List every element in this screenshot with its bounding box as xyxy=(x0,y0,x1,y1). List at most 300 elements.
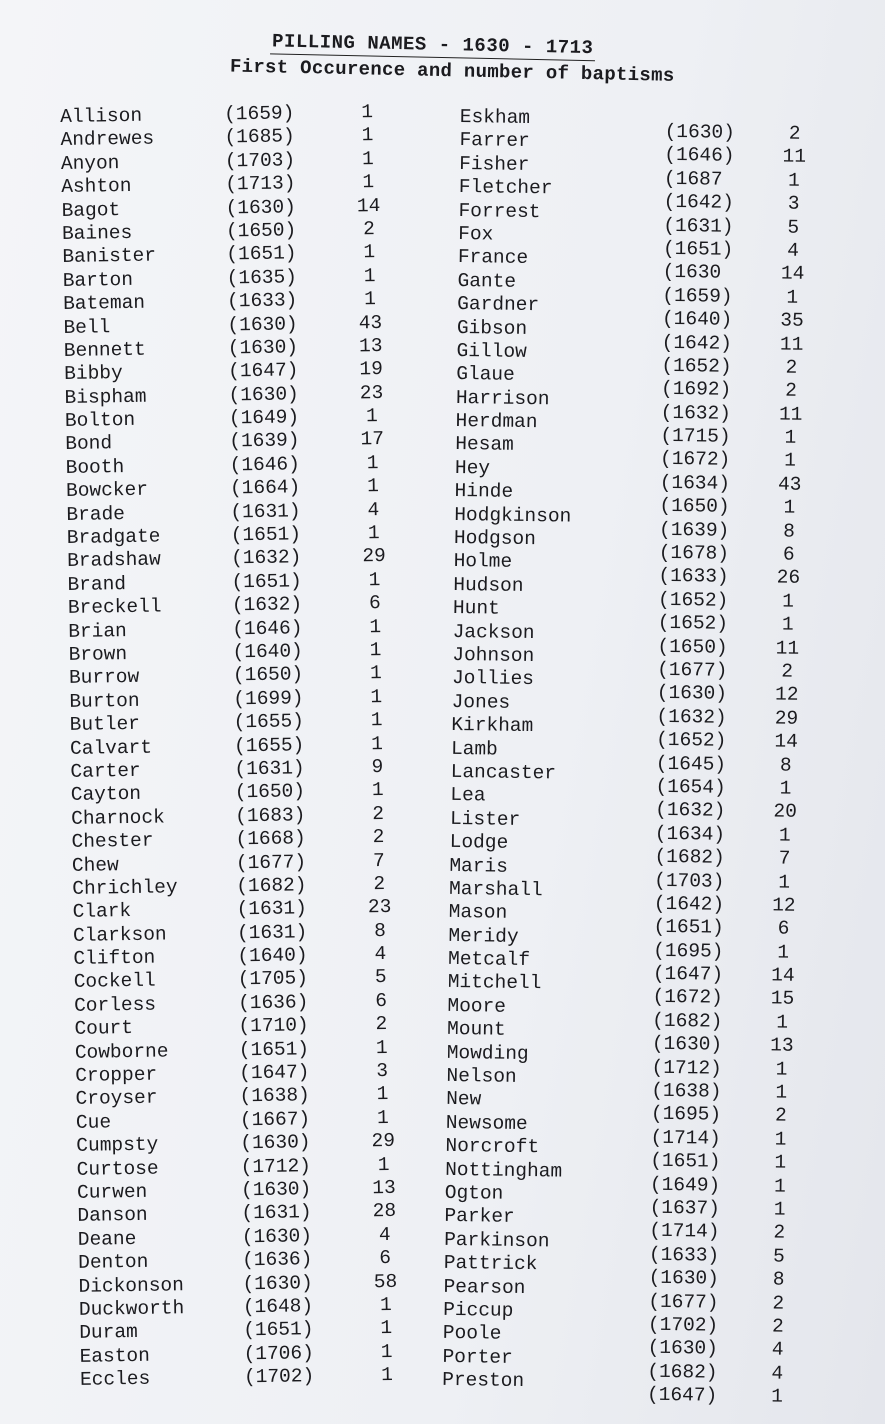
baptism-count: 29 xyxy=(774,707,799,730)
surname: Fletcher xyxy=(458,176,553,200)
first-occurrence-year: (1649) xyxy=(649,1173,721,1197)
surname: Charnock xyxy=(71,806,165,830)
first-occurrence-year: (1659) xyxy=(223,102,295,126)
surname: Cowborne xyxy=(74,1040,169,1064)
surname: Clifton xyxy=(73,946,156,970)
baptism-count: 1 xyxy=(782,590,795,613)
baptism-count: 1 xyxy=(776,1011,789,1034)
first-occurrence-year: (1651) xyxy=(650,1149,721,1173)
baptism-count: 8 xyxy=(779,754,792,777)
surname: Gardner xyxy=(457,293,540,317)
baptism-count: 1 xyxy=(779,777,792,800)
surname: Lea xyxy=(450,784,486,807)
baptism-count: 1 xyxy=(773,1175,786,1198)
baptism-count: 1 xyxy=(377,1153,390,1176)
first-occurrence-year: (1647) xyxy=(239,1061,310,1085)
surname: Calvart xyxy=(69,736,153,760)
baptism-count: 1 xyxy=(774,1151,787,1174)
first-occurrence-year: (1685) xyxy=(224,125,295,149)
surname: Mason xyxy=(448,901,508,925)
first-occurrence-year: (1647) xyxy=(652,962,724,986)
surname: Bell xyxy=(63,315,111,339)
baptism-count: 1 xyxy=(781,613,794,636)
baptism-count: 35 xyxy=(780,309,804,332)
first-occurrence-year: (1652) xyxy=(656,728,727,752)
first-occurrence-year: (1703) xyxy=(224,149,296,173)
first-occurrence-year: (1702) xyxy=(647,1313,719,1337)
baptism-count: 1 xyxy=(379,1293,392,1317)
surname: Marshall xyxy=(448,877,543,902)
surname: Glaue xyxy=(456,363,515,387)
baptism-count: 23 xyxy=(359,381,384,405)
first-occurrence-year: (1695) xyxy=(650,1103,722,1127)
baptism-count: 1 xyxy=(773,1198,786,1221)
baptism-count: 7 xyxy=(372,849,385,872)
first-occurrence-year: (1655) xyxy=(233,733,305,757)
surname: Clarkson xyxy=(72,923,167,947)
first-occurrence-year: (1651) xyxy=(662,237,734,261)
surname: Bagot xyxy=(61,198,121,222)
surname: Bennett xyxy=(63,338,146,362)
surname: New xyxy=(445,1088,482,1111)
first-occurrence-year: (1638) xyxy=(239,1084,310,1108)
baptism-count: 1 xyxy=(367,522,380,545)
first-occurrence-year: (1692) xyxy=(660,378,732,402)
baptism-count: 1 xyxy=(774,1128,787,1151)
first-occurrence-year: (1630) xyxy=(651,1033,723,1056)
baptism-count: 2 xyxy=(785,356,798,379)
first-occurrence-year: (1630 xyxy=(662,261,722,285)
surname: Nelson xyxy=(446,1064,517,1088)
baptism-count: 4 xyxy=(771,1362,784,1385)
first-occurrence-year: (1631) xyxy=(236,920,308,944)
first-occurrence-year: (1649) xyxy=(228,406,300,430)
baptism-count: 12 xyxy=(772,894,796,917)
baptism-count: 1 xyxy=(778,824,791,847)
first-occurrence-year: (1640) xyxy=(237,944,308,968)
surname: Gillow xyxy=(456,339,527,363)
first-occurrence-year: (1712) xyxy=(240,1154,312,1178)
surname: Ogton xyxy=(444,1181,504,1205)
first-occurrence-year: (1633) xyxy=(658,565,729,589)
surname: Maris xyxy=(449,854,509,878)
baptism-count: 1 xyxy=(362,171,375,194)
baptism-count: 2 xyxy=(362,218,375,241)
surname: Johnson xyxy=(452,643,535,668)
baptism-count: 1 xyxy=(371,732,384,755)
baptism-count: 5 xyxy=(787,216,800,239)
baptism-count: 1 xyxy=(784,426,797,449)
surname: Herdman xyxy=(455,410,538,434)
first-occurrence-year: (1650) xyxy=(659,495,730,519)
first-occurrence-year: (1635) xyxy=(226,266,298,290)
first-occurrence-year: (1655) xyxy=(233,710,305,734)
surname: Moore xyxy=(447,994,507,1018)
baptism-count: 1 xyxy=(370,685,383,708)
baptism-count: 6 xyxy=(379,1247,392,1270)
first-occurrence-year: (1650) xyxy=(232,663,304,687)
surname: Bradshaw xyxy=(66,548,161,573)
first-occurrence-year: (1647) xyxy=(646,1383,718,1407)
baptism-count: 1 xyxy=(361,124,374,147)
first-occurrence-year: (1677) xyxy=(235,850,307,874)
first-occurrence-year: (1640) xyxy=(661,307,733,331)
baptism-count: 1 xyxy=(369,615,382,638)
surname: Newsome xyxy=(445,1111,528,1135)
surname: Norcroft xyxy=(445,1135,540,1159)
first-occurrence-year: (1678) xyxy=(658,541,730,565)
surname: Mount xyxy=(446,1018,506,1041)
first-occurrence-year: (1705) xyxy=(237,967,309,991)
surname: Curwen xyxy=(76,1180,148,1204)
surname: Bradgate xyxy=(66,525,161,549)
surname: Mowding xyxy=(446,1041,529,1065)
first-occurrence-year: (1652) xyxy=(661,354,732,378)
baptism-count: 1 xyxy=(380,1364,393,1387)
surname: Hinde xyxy=(454,480,514,504)
baptism-count: 1 xyxy=(376,1106,389,1129)
baptism-count: 1 xyxy=(787,169,800,192)
first-occurrence-year: (1630) xyxy=(225,195,297,219)
first-occurrence-year: (1651) xyxy=(238,1037,310,1061)
surname: Chrichley xyxy=(72,876,178,900)
surname: Booth xyxy=(65,455,125,479)
baptism-count: 2 xyxy=(375,1013,388,1036)
baptism-count: 1 xyxy=(368,568,381,592)
baptism-count: 1 xyxy=(371,779,384,802)
surname: Easton xyxy=(79,1344,151,1368)
page-subtitle: First Occurence and number of baptisms xyxy=(229,55,675,87)
first-occurrence-year: (1654) xyxy=(655,775,726,799)
first-occurrence-year: (1631) xyxy=(241,1201,312,1225)
first-occurrence-year: (1652) xyxy=(657,612,729,635)
first-occurrence-year: (1702) xyxy=(243,1365,315,1389)
surname: Cue xyxy=(75,1111,112,1134)
first-occurrence-year: (1630) xyxy=(227,312,298,336)
baptism-count: 13 xyxy=(372,1176,396,1200)
baptism-count: 1 xyxy=(380,1317,393,1340)
first-occurrence-year: (1682) xyxy=(654,845,725,869)
baptism-count: 4 xyxy=(367,498,380,521)
surname: Hodgson xyxy=(453,526,537,551)
surname: Lamb xyxy=(450,737,498,761)
baptism-count: 1 xyxy=(361,147,374,171)
first-occurrence-year: (1630) xyxy=(228,382,299,407)
surname: Kirkham xyxy=(451,714,534,738)
baptism-count: 2 xyxy=(373,872,386,896)
first-occurrence-year: (1682) xyxy=(647,1360,718,1384)
surname: Hey xyxy=(454,456,491,480)
baptism-count: 1 xyxy=(770,1385,784,1408)
baptism-count: 29 xyxy=(362,545,386,568)
first-occurrence-year: (1631) xyxy=(236,897,308,921)
first-occurrence-year: (1639) xyxy=(658,518,730,542)
first-occurrence-year: (1682) xyxy=(236,874,307,898)
baptism-count: 6 xyxy=(375,989,388,1013)
surname: Gante xyxy=(457,269,517,293)
surname: Lister xyxy=(449,807,521,831)
baptism-count: 26 xyxy=(776,566,801,590)
first-occurrence-year: (1713) xyxy=(225,172,296,196)
baptism-count: 1 xyxy=(777,941,790,964)
first-occurrence-year: (1659) xyxy=(662,284,733,308)
surname: Allison xyxy=(60,104,143,128)
baptism-count: 1 xyxy=(784,450,797,473)
baptism-count: 1 xyxy=(375,1036,388,1059)
first-occurrence-year: (1650) xyxy=(657,635,728,659)
baptism-count: 5 xyxy=(374,966,387,989)
baptism-count: 17 xyxy=(360,428,385,451)
first-occurrence-year: (1638) xyxy=(651,1079,722,1103)
baptism-count: 3 xyxy=(787,192,800,215)
first-occurrence-year: (1636) xyxy=(241,1248,313,1272)
first-occurrence-year: (1682) xyxy=(652,1009,723,1033)
first-occurrence-year: (1630) xyxy=(656,682,728,706)
baptism-count: 14 xyxy=(780,262,805,286)
first-occurrence-year: (1632) xyxy=(231,593,303,617)
surname: Carter xyxy=(70,759,141,783)
surname: Bateman xyxy=(62,291,146,316)
surname: Duram xyxy=(79,1321,138,1345)
baptism-count: 2 xyxy=(774,1104,787,1128)
surname: Andrewes xyxy=(60,127,155,152)
baptism-count: 43 xyxy=(777,473,802,496)
surname: Fox xyxy=(458,222,494,246)
surname: Banister xyxy=(62,244,157,269)
baptism-count: 2 xyxy=(781,660,794,683)
first-occurrence-year: (1634) xyxy=(654,822,726,846)
surname: Cayton xyxy=(70,783,142,807)
baptism-count: 29 xyxy=(371,1130,396,1153)
baptism-count: 1 xyxy=(370,709,383,732)
surname: Jollies xyxy=(451,667,535,691)
first-occurrence-year: (1632) xyxy=(660,401,732,425)
surname: Holme xyxy=(453,550,513,574)
surname: Bolton xyxy=(64,408,136,433)
baptism-count: 11 xyxy=(782,145,807,169)
baptism-count: 2 xyxy=(788,122,801,145)
baptism-count: 2 xyxy=(771,1315,784,1338)
first-occurrence-year: (1631) xyxy=(234,757,305,781)
surname: Jackson xyxy=(452,620,535,644)
right-name-column xyxy=(442,106,807,1408)
surname: Gibson xyxy=(456,316,528,340)
first-occurrence-year: (1631) xyxy=(663,214,734,238)
baptism-count: 2 xyxy=(773,1221,786,1245)
surname: Poole xyxy=(442,1322,502,1346)
first-occurrence-year: (1633) xyxy=(648,1243,720,1267)
first-occurrence-year: (1630) xyxy=(241,1224,313,1249)
first-occurrence-year: (1710) xyxy=(238,1014,309,1038)
baptism-count: 7 xyxy=(778,847,791,870)
baptism-count: 58 xyxy=(373,1270,398,1293)
surname: Lodge xyxy=(449,831,509,854)
baptism-count: 6 xyxy=(777,917,790,940)
surname: Court xyxy=(74,1017,134,1041)
first-occurrence-year: (1650) xyxy=(234,780,306,804)
first-occurrence-year: (1630) xyxy=(664,120,736,144)
baptism-count: 6 xyxy=(368,592,381,615)
first-occurrence-year: (1715) xyxy=(660,424,731,448)
surname: Croyser xyxy=(75,1086,158,1111)
first-occurrence-year: (1714) xyxy=(649,1220,720,1244)
baptism-count: 28 xyxy=(372,1200,397,1223)
surname: Hodgkinson xyxy=(454,503,572,528)
first-occurrence-year: (1646) xyxy=(229,453,301,477)
surname: Bond xyxy=(65,432,113,456)
first-occurrence-year: (1706) xyxy=(243,1341,315,1365)
surname: Chester xyxy=(71,829,154,854)
first-occurrence-year: (1633) xyxy=(226,289,298,313)
surname: Deane xyxy=(77,1227,137,1251)
surname: Danson xyxy=(77,1204,148,1228)
surname: Bibby xyxy=(64,362,123,386)
first-occurrence-year: (1632) xyxy=(655,799,726,823)
baptism-count: 1 xyxy=(361,101,374,124)
surname: Brand xyxy=(67,572,127,596)
surname: Pearson xyxy=(443,1275,526,1299)
first-occurrence-year: (1630) xyxy=(648,1266,720,1290)
baptism-count: 8 xyxy=(373,919,387,942)
baptism-count: 4 xyxy=(374,943,387,966)
baptism-count: 14 xyxy=(771,964,795,987)
baptism-count: 8 xyxy=(772,1268,785,1291)
first-occurrence-year: (1647) xyxy=(228,359,299,383)
surname: Harrison xyxy=(455,386,550,410)
first-occurrence-year: (1712) xyxy=(651,1056,722,1080)
surname: Fisher xyxy=(459,152,530,176)
first-occurrence-year: (1637) xyxy=(649,1196,721,1220)
first-occurrence-year: (1630) xyxy=(647,1337,719,1361)
baptism-count: 19 xyxy=(359,358,384,381)
baptism-count: 20 xyxy=(773,800,798,824)
surname: Porter xyxy=(442,1345,513,1369)
first-occurrence-year: (1631) xyxy=(230,499,301,524)
first-occurrence-year: (1714) xyxy=(650,1126,721,1150)
baptism-count: 1 xyxy=(783,496,796,519)
first-occurrence-year: (1695) xyxy=(653,939,724,963)
first-occurrence-year: (1651) xyxy=(653,916,724,940)
baptism-count: 13 xyxy=(770,1034,794,1057)
surname: Burrow xyxy=(68,666,140,690)
surname: Breckell xyxy=(67,595,162,620)
baptism-count: 2 xyxy=(372,826,385,849)
surname: Metcalf xyxy=(447,947,531,972)
first-occurrence-year: (1651) xyxy=(231,570,302,594)
page-title: PILLING NAMES - 1630 - 1713 xyxy=(270,30,596,61)
first-occurrence-year: (1636) xyxy=(237,991,309,1015)
baptism-count: 8 xyxy=(783,520,796,543)
first-occurrence-year: (1651) xyxy=(230,523,302,547)
first-occurrence-year: (1632) xyxy=(656,705,727,729)
baptism-count: 1 xyxy=(380,1340,393,1363)
first-occurrence-year: (1642) xyxy=(661,331,733,355)
baptism-count: 1 xyxy=(775,1081,788,1104)
baptism-count: 1 xyxy=(369,662,382,685)
baptism-count: 1 xyxy=(364,288,377,311)
first-occurrence-year: (1651) xyxy=(226,242,297,266)
surname: Cumpsty xyxy=(76,1133,159,1158)
first-occurrence-year: (1630) xyxy=(240,1131,311,1155)
first-occurrence-year: (1672) xyxy=(652,986,723,1010)
baptism-count: 12 xyxy=(774,683,799,707)
surname: Bispham xyxy=(64,385,147,409)
surname: Cropper xyxy=(75,1063,158,1087)
surname: Baines xyxy=(61,221,133,245)
baptism-count: 3 xyxy=(376,1059,389,1083)
first-occurrence-year: (1640) xyxy=(232,640,303,664)
surname: Curtose xyxy=(76,1157,159,1181)
first-occurrence-year: (1650) xyxy=(225,219,297,243)
first-occurrence-year: (1677) xyxy=(656,658,728,682)
first-occurrence-year: (1687 xyxy=(663,167,723,191)
surname: Dickonson xyxy=(78,1273,185,1298)
surname: Parkinson xyxy=(444,1228,550,1253)
baptism-count: 2 xyxy=(785,379,798,403)
baptism-count: 1 xyxy=(366,451,379,475)
baptism-count: 23 xyxy=(367,896,392,919)
surname: Clark xyxy=(72,900,132,924)
first-occurrence-year: (1699) xyxy=(233,687,304,711)
document-heading xyxy=(0,25,885,92)
surname: Piccup xyxy=(443,1298,514,1322)
baptism-count: 14 xyxy=(774,730,799,753)
first-occurrence-year: (1677) xyxy=(648,1290,719,1314)
first-occurrence-year: (1630) xyxy=(227,336,299,360)
baptism-count: 2 xyxy=(772,1292,785,1315)
baptism-count: 14 xyxy=(356,194,381,217)
baptism-count: 1 xyxy=(376,1083,389,1106)
first-occurrence-year: (1642) xyxy=(663,191,735,215)
first-occurrence-year: (1683) xyxy=(235,803,306,828)
baptism-count: 4 xyxy=(771,1338,784,1361)
surname: Butler xyxy=(69,712,141,737)
baptism-count: 1 xyxy=(775,1058,788,1081)
baptism-count: 43 xyxy=(358,311,383,334)
surname: Corless xyxy=(73,993,157,1017)
surname: Lancaster xyxy=(450,760,557,785)
surname: Hudson xyxy=(453,573,524,597)
first-occurrence-year: (1646) xyxy=(232,616,303,640)
surname: Denton xyxy=(78,1250,149,1274)
surname: Hesam xyxy=(455,433,514,457)
first-occurrence-year: (1672) xyxy=(659,448,731,472)
surname: Jones xyxy=(451,690,511,714)
surname: Eccles xyxy=(79,1367,151,1391)
surname: Cockell xyxy=(73,970,156,994)
baptism-count: 13 xyxy=(358,334,383,358)
first-occurrence-year: (1703) xyxy=(654,869,725,893)
surname: Parker xyxy=(444,1205,515,1229)
first-occurrence-year: (1651) xyxy=(243,1318,314,1342)
baptism-count: 1 xyxy=(365,405,378,428)
surname: Duckworth xyxy=(78,1297,185,1321)
first-occurrence-year: (1634) xyxy=(659,471,731,495)
baptism-count: 4 xyxy=(378,1223,391,1246)
surname: Brian xyxy=(68,619,127,643)
first-occurrence-year: (1645) xyxy=(655,752,727,776)
surname: Farrer xyxy=(459,129,530,153)
surname: Meridy xyxy=(448,924,519,948)
first-occurrence-year: (1642) xyxy=(653,892,725,916)
surname: Burton xyxy=(69,689,140,713)
first-occurrence-year: (1652) xyxy=(657,588,729,612)
baptism-count: 15 xyxy=(770,987,795,1011)
baptism-count: 1 xyxy=(778,871,791,894)
first-occurrence-year: (1630) xyxy=(240,1178,312,1202)
surname: Preston xyxy=(442,1368,525,1393)
baptism-count: 1 xyxy=(369,639,382,662)
